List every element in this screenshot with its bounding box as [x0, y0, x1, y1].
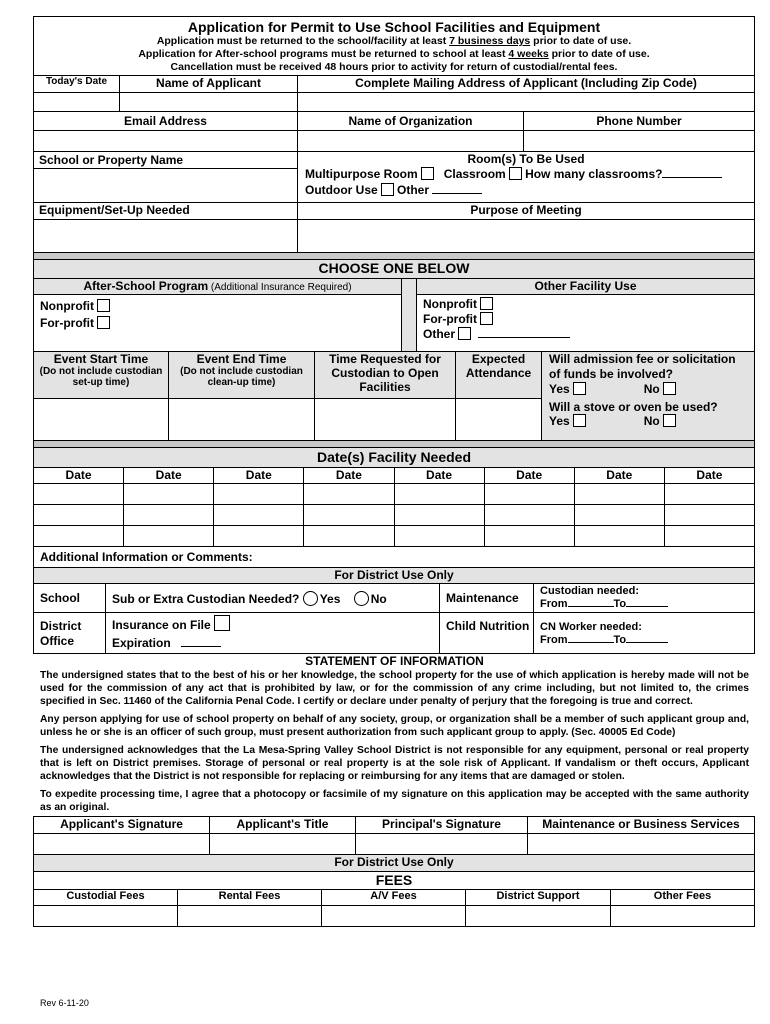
- event-end-label: Event End Time: [196, 352, 287, 366]
- multipurpose-checkbox[interactable]: [421, 167, 434, 180]
- date-cell[interactable]: [665, 505, 754, 525]
- application-form: [33, 16, 755, 927]
- applicant-signature-field[interactable]: [34, 834, 210, 854]
- phone-field[interactable]: [524, 131, 754, 151]
- date-cell[interactable]: [575, 505, 665, 525]
- date-column-header: Date: [304, 468, 394, 483]
- date-cell[interactable]: [665, 526, 754, 546]
- classroom-count-field[interactable]: [662, 177, 722, 178]
- choose-title: CHOOSE ONE BELOW: [318, 260, 470, 276]
- av-fees-field[interactable]: [322, 906, 466, 926]
- purpose-label: Purpose of Meeting: [470, 203, 582, 217]
- date-column-header: Date: [395, 468, 485, 483]
- cn-from-field[interactable]: [568, 642, 614, 643]
- date-column-header: Date: [34, 468, 124, 483]
- equipment-label: Equipment/Set-Up Needed: [34, 203, 298, 219]
- district-office-label: District Office: [34, 613, 106, 653]
- separator-bar-2: [33, 440, 755, 447]
- admission-no-checkbox[interactable]: [663, 382, 676, 395]
- todays-date-label: Today's Date: [34, 76, 120, 92]
- other-use-other-checkbox[interactable]: [458, 327, 471, 340]
- maintenance-services-field[interactable]: [528, 834, 754, 854]
- other-use-header: Other Facility Use: [417, 279, 754, 295]
- date-cell[interactable]: [665, 484, 754, 504]
- dates-row: [33, 525, 755, 546]
- date-cell[interactable]: [575, 526, 665, 546]
- statement-paragraph-2: Any person applying for use of school property on behalf of any society, group, or organization shall be a member of such applicant group and, unless he or she is an officer of such group, must present authorization from such applicant group to apply. (Sec. 40005 Ed Code): [40, 714, 749, 738]
- date-cell[interactable]: [124, 484, 214, 504]
- custodian-to-field[interactable]: [626, 606, 668, 607]
- date-cell[interactable]: [34, 526, 124, 546]
- header-line-2: Application for After-school programs must be returned to school at least 4 weeks prior to date of use.: [138, 48, 650, 60]
- district-support-label: District Support: [466, 890, 611, 905]
- insurance-block: Insurance on File Expiration: [106, 613, 440, 653]
- custodian-time-label: Time Requested for Custodian to Open Facilities: [315, 352, 455, 399]
- separator-bar: [33, 252, 755, 259]
- expiration-field[interactable]: [181, 646, 221, 647]
- rooms-label: Room(s) To Be Used: [467, 152, 585, 166]
- admission-question: Will admission fee or solicitation of funds be involved?: [549, 352, 736, 381]
- date-column-header: Date: [214, 468, 304, 483]
- other-room-field[interactable]: [432, 193, 482, 194]
- date-cell[interactable]: [124, 526, 214, 546]
- date-cell[interactable]: [395, 526, 485, 546]
- stove-yes-no: Yes No: [549, 414, 750, 428]
- admission-yes-no: Yes No: [549, 382, 750, 396]
- event-end-note: (Do not include custodian clean-up time): [180, 366, 303, 388]
- statement-section: [33, 654, 755, 814]
- other-use-nonprofit: Nonprofit: [417, 295, 754, 311]
- other-fees-field[interactable]: [611, 906, 754, 926]
- other-use-field[interactable]: [478, 337, 570, 338]
- stove-no-checkbox[interactable]: [663, 414, 676, 427]
- event-start-field[interactable]: [34, 399, 168, 440]
- date-column-header: Date: [485, 468, 575, 483]
- outdoor-checkbox[interactable]: [381, 183, 394, 196]
- stove-question: Will a stove or oven be used?: [549, 400, 718, 414]
- email-label: Email Address: [34, 112, 298, 130]
- dates-row: [33, 483, 755, 504]
- district-school-label: School: [34, 584, 106, 612]
- date-cell[interactable]: [34, 484, 124, 504]
- dates-title: Date(s) Facility Needed: [316, 449, 472, 465]
- cn-to-field[interactable]: [626, 642, 668, 643]
- phone-label: Phone Number: [596, 114, 682, 128]
- custodian-from-field[interactable]: [568, 606, 614, 607]
- after-school-forprofit: For-profit: [34, 313, 401, 330]
- event-start-note: (Do not include custodian set-up time): [39, 366, 163, 388]
- principal-signature-label: Principal's Signature: [356, 817, 528, 833]
- date-cell[interactable]: [485, 484, 575, 504]
- school-label: School or Property Name: [39, 153, 184, 167]
- applicant-title-label: Applicant's Title: [210, 817, 356, 833]
- sub-no-radio[interactable]: [354, 591, 369, 606]
- date-cell[interactable]: [304, 484, 394, 504]
- form-header: [33, 16, 755, 75]
- other-use-forprofit: For-profit: [417, 311, 754, 326]
- custodian-time-field[interactable]: [315, 399, 455, 440]
- attendance-label: Expected Attendance: [456, 352, 541, 399]
- event-end-field[interactable]: [169, 399, 314, 440]
- attendance-field[interactable]: [456, 399, 541, 440]
- date-column-header: Date: [124, 468, 214, 483]
- other-fees-label: Other Fees: [653, 890, 712, 902]
- statement-paragraph-4: To expedite processing time, I agree that a photocopy or facsimile of my signature on this application may be accepted with the same authority as an original.: [40, 789, 749, 813]
- fees-district-title: For District Use Only: [334, 855, 454, 869]
- after-school-forprofit-checkbox[interactable]: [97, 316, 110, 329]
- statement-title: STATEMENT OF INFORMATION: [305, 654, 484, 668]
- applicant-name-label: Name of Applicant: [120, 76, 298, 92]
- sub-yes-radio[interactable]: [303, 591, 318, 606]
- statement-paragraph-3: The undersigned acknowledges that the La Mesa-Spring Valley School District is not responsible for any equipment, personal or real property that is left on District premises. Storage of personal or real property is at the sole risk of Applicant. If vandalism or theft occurs, Applicant acknowledges that the District is not responsible for replacing or reimbursing for any items that are damaged or stolen.: [40, 745, 749, 782]
- admission-yes-checkbox[interactable]: [573, 382, 586, 395]
- district-support-field[interactable]: [466, 906, 611, 926]
- todays-date-field[interactable]: [34, 93, 120, 111]
- other-use-nonprofit-checkbox[interactable]: [480, 297, 493, 310]
- applicant-name-field[interactable]: [120, 93, 298, 111]
- maintenance-services-label: Maintenance or Business Services: [542, 817, 740, 831]
- maintenance-label: Maintenance: [440, 584, 534, 612]
- cn-worker-needed: CN Worker needed: From To: [534, 613, 754, 653]
- date-cell[interactable]: [395, 484, 485, 504]
- date-cell[interactable]: [395, 505, 485, 525]
- date-cell[interactable]: [485, 526, 575, 546]
- rental-fees-label: Rental Fees: [178, 890, 322, 905]
- date-cell[interactable]: [214, 484, 304, 504]
- date-cell[interactable]: [304, 505, 394, 525]
- after-school-header: After-School Program (Additional Insurance Required): [34, 279, 401, 295]
- revision-label: Rev 6-11-20: [40, 998, 89, 1008]
- email-field[interactable]: [34, 131, 298, 151]
- insurance-checkbox[interactable]: [214, 615, 230, 631]
- rental-fees-field[interactable]: [178, 906, 322, 926]
- fees-title: FEES: [375, 872, 413, 888]
- event-start-label: Event Start Time: [53, 352, 149, 366]
- statement-paragraph-1: The undersigned states that to the best of his or her knowledge, the school property for the use of which application is hereby made will not be used for the commission of any act that is prohibited by law, or for the commission of any crime including, but not limited to, the crimes specified in Sec. 11460 of the California Penal Code. I certify or declare under penalty of perjury that the foregoing is true and correct.: [40, 670, 749, 707]
- date-column-header: Date: [575, 468, 665, 483]
- date-cell[interactable]: [214, 526, 304, 546]
- child-nutrition-label: Child Nutrition: [440, 613, 534, 653]
- principal-signature-field[interactable]: [356, 834, 528, 854]
- purpose-field[interactable]: [298, 220, 754, 252]
- custodial-fees-label: Custodial Fees: [34, 890, 178, 905]
- other-use-forprofit-checkbox[interactable]: [480, 312, 493, 325]
- after-school-nonprofit: Nonprofit: [34, 295, 401, 313]
- address-label: Complete Mailing Address of Applicant (Including Zip Code): [355, 76, 697, 90]
- organization-field[interactable]: [298, 131, 524, 151]
- additional-comments-label: Additional Information or Comments:: [40, 550, 253, 564]
- after-school-nonprofit-checkbox[interactable]: [97, 299, 110, 312]
- av-fees-label: A/V Fees: [322, 890, 466, 905]
- applicant-signature-label: Applicant's Signature: [34, 817, 210, 833]
- date-cell[interactable]: [575, 484, 665, 504]
- sub-custodian-row: Sub or Extra Custodian Needed? Yes No: [106, 584, 440, 612]
- custodian-needed: Custodian needed: From To: [534, 584, 754, 612]
- equipment-field[interactable]: [34, 220, 298, 252]
- classroom-checkbox[interactable]: [509, 167, 522, 180]
- date-cell[interactable]: [485, 505, 575, 525]
- form-title: Application for Permit to Use School Facilities and Equipment: [187, 19, 601, 35]
- other-use-other: Other: [417, 326, 754, 341]
- rooms-line-2: Outdoor Use Other: [298, 183, 754, 197]
- date-cell[interactable]: [214, 505, 304, 525]
- header-line-1: Application must be returned to the school/facility at least 7 business days prior to date of use.: [156, 35, 632, 47]
- stove-yes-checkbox[interactable]: [573, 414, 586, 427]
- date-column-header: Date: [696, 468, 723, 482]
- header-line-3: Cancellation must be received 48 hours prior to activity for return of custodial/rental fees.: [170, 61, 618, 73]
- dates-row: [33, 504, 755, 525]
- rooms-line-1: Multipurpose Room Classroom How many classrooms?: [298, 167, 754, 181]
- applicant-title-field[interactable]: [210, 834, 356, 854]
- organization-label: Name of Organization: [298, 112, 524, 130]
- date-cell[interactable]: [304, 526, 394, 546]
- custodial-fees-field[interactable]: [34, 906, 178, 926]
- dates-header-row: [33, 467, 755, 483]
- date-cell[interactable]: [34, 505, 124, 525]
- address-field[interactable]: [298, 93, 754, 111]
- district-use-title: For District Use Only: [334, 568, 454, 582]
- date-cell[interactable]: [124, 505, 214, 525]
